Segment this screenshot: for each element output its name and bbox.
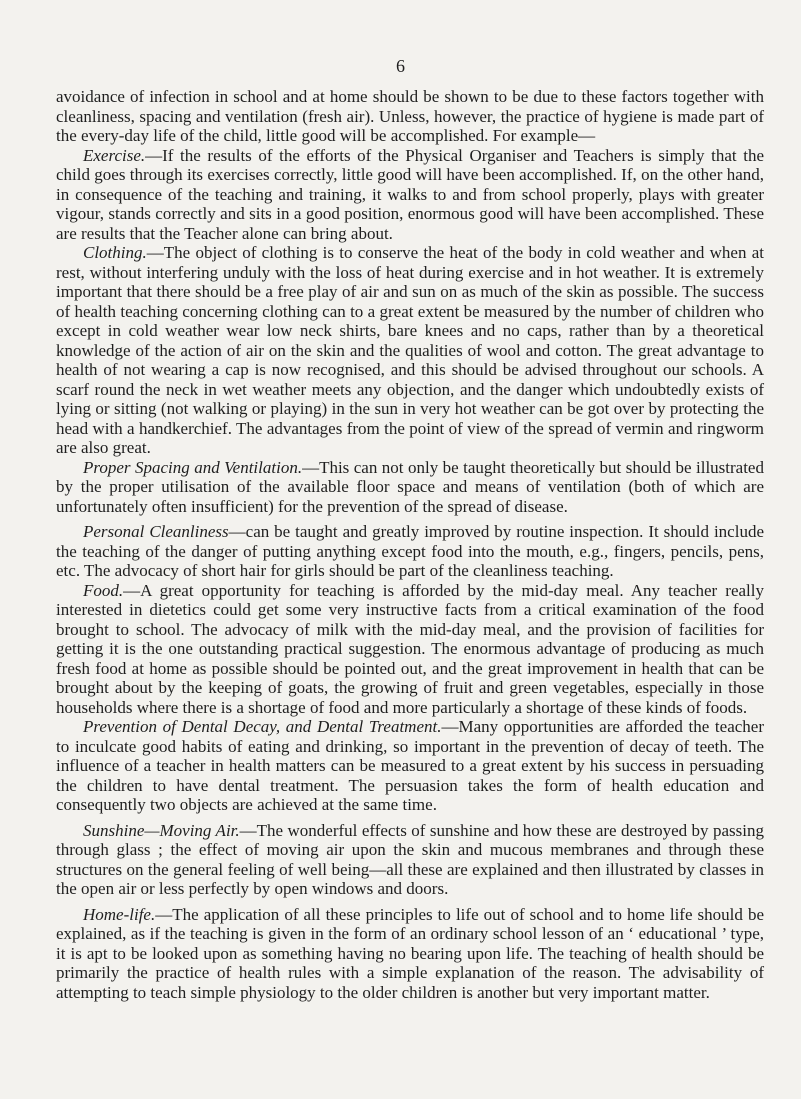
page-number: 6 [396, 56, 405, 76]
text-body [56, 87, 764, 1002]
section-heading: Exercise. [83, 145, 146, 165]
section-heading: Food. [83, 580, 124, 600]
section-heading: Clothing. [83, 243, 147, 262]
paragraph-text: avoidance of infection in school and at home should be shown to be due to these factors together with cleanliness, spacing and ventilation (fresh air). Unless, however, the practice of hygiene is made part of the every-day life of the child, little good will be accomplished. For example— [56, 87, 764, 145]
section-heading: Home-life. [83, 904, 156, 924]
paragraph-text: —A great opportunity for teaching is afforded by the mid-day meal. Any teacher really interested in dietetics could get some very instructive facts from a critical examination of the food brought to school. The advocacy of milk with the mid-day meal, and the provision of facilities for getting it is the one outstanding practical suggestion. The enormous advantage of producing as much fresh food at home as possible should be pointed out, and the great improvement in health that can be brought about by the keeping of goats, the growing of fruit and green vegetables, especially in those households where there is a shortage of food and more particularly a shortage of these kinds of foods. [56, 580, 764, 717]
paragraph-clothing [56, 243, 764, 458]
paragraph-text: —Many opportunities are afforded the teacher to inculcate good habits of eating and drinking, so important in the prevention of decay of teeth. The influence of a teacher in health matters can be measured to a great extent by his success in persuading the children to have dental treatment. The persuasion takes the form of health education and consequently two objects are achieved at the same time. [56, 717, 764, 814]
paragraph-text: —The object of clothing is to conserve the heat of the body in cold weather and when at rest, without interfering unduly with the loss of heat during exercise and in hot weather. It is extremely important that there should be a free play of air and sun on as much of the skin as possible. The success of health teaching concerning clothing can to a great extent be measured by the number of children who except in cold weather wear low neck shirts, bare knees and no caps, rather than by a theoretical knowledge of the action of air on the skin and the qualities of wool and cotton. The great advantage to health of not wearing a cap is now recognised, and this should be advised throughout our schools. A scarf round the neck in wet weather meets any objection, and the danger which undoubtedly exists of lying or sitting (not walking or playing) in the sun in very hot weather can be got over by protecting the head with a handkerchief. The advantages from the point of view of the spread of vermin and ringworm are also great. [56, 243, 764, 457]
paragraph-spacing-ventilation [56, 458, 764, 517]
paragraph-cleanliness [56, 522, 764, 581]
section-heading: Sunshine—Moving Air. [83, 820, 240, 840]
paragraph-text: —This can not only be taught theoretically but should be illustrated by the proper utilisation of the available floor space and means of ventilation (both of which are unfortunately often insufficient) for the prevention of the spread of disease. [56, 457, 764, 516]
paragraph-text: —If the results of the efforts of the Physical Organiser and Teachers is simply that the child goes through its exercises correctly, little good will have been accomplished. If, on the other hand, in consequence of the teaching and training, it walks to and from school properly, plays with greater vigour, stands correctly and sits in a good position, enormous good will have been accomplished. These are results that the Teacher alone can bring about. [56, 145, 764, 243]
paragraph-home-life [56, 905, 764, 1003]
paragraph-food [56, 581, 764, 718]
paragraph-text: —The wonderful effects of sunshine and how these are destroyed by passing through glass ; the effect of moving air upon the skin and mucous membranes and through these structures on the general feeling of well being—all these are explained and then illustrated by classes in the open air or less perfectly by open windows and doors. [56, 820, 764, 898]
paragraph-dental [56, 717, 764, 815]
paragraph-text: —can be taught and greatly improved by routine inspection. It should include the teaching of the danger of putting anything except food into the mouth, e.g., fingers, pencils, pens, etc. The advocacy of short hair for girls should be part of the cleanliness teaching. [56, 522, 764, 580]
paragraph-exercise [56, 146, 764, 244]
section-heading: Personal Cleanliness [83, 522, 229, 541]
section-heading: Proper Spacing and Ventilation. [83, 457, 303, 477]
paragraph-sunshine [56, 821, 764, 899]
paragraph-intro [56, 87, 764, 146]
section-heading: Prevention of Dental Decay, and Dental Treatment. [83, 717, 442, 736]
paragraph-text: —The application of all these principles to life out of school and to home life should be explained, as if the teaching is given in the form of an ordinary school lesson of an ‘ educational ’ type, it is apt to be looked upon as something having no bearing upon life. The teaching of health should be primarily the practice of health rules with a simple explanation of the reason. The advisability of attempting to teach simple physiology to the older children is another but very important matter. [56, 904, 764, 1002]
